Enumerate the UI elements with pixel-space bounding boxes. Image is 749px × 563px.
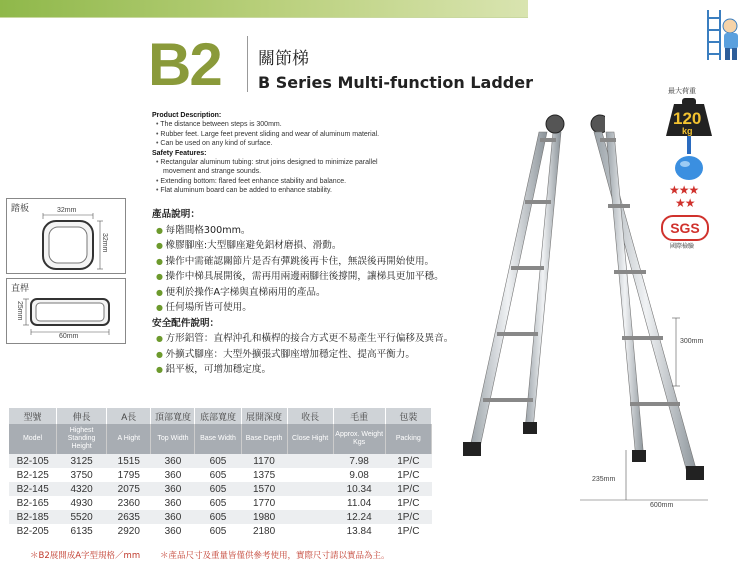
cell-top-width: 360 [164, 497, 182, 509]
sgs-sublabel: 國際檢驗 [670, 243, 695, 250]
cell-height: 4930 [70, 497, 93, 509]
col-header-en: Base Width [195, 424, 241, 454]
step-profile-box [6, 198, 126, 274]
product-item: • The distance between steps is 300mm. [152, 120, 482, 129]
cell-base-depth: 1170 [241, 454, 287, 468]
cell-close-height [287, 496, 333, 510]
cell-model: B2-105 [9, 454, 56, 468]
safety-item-zh: ● 鋁平板，可增加穩定度。 [152, 362, 502, 378]
safety-item-zh: ● 方形鋁管：直桿沖孔和橫桿的接合方式更不易產生平行偏移及異音。 [152, 331, 502, 347]
cell-close-height [287, 482, 333, 496]
dim-height: 235mm [592, 476, 616, 483]
cell-a-height: 2360 [117, 497, 140, 509]
cell-weight: 11.04 [347, 497, 372, 509]
title-chinese: 關節梯 [258, 49, 309, 69]
rail-width-dim: 60mm [59, 333, 79, 340]
step-height-dim: 32mm [101, 233, 108, 253]
cell-top-width: 360 [151, 454, 195, 468]
col-header-en: Close Hight [287, 424, 333, 454]
safety-item: • Extending bottom: flared feet enhance stability and balance. [152, 177, 482, 186]
product-item-zh: ● 操作中梯具展開後，需再用兩邊兩腳往後撐開，讓梯具更加平穩。 [152, 269, 502, 285]
col-header-zh: 展開深度 [241, 408, 287, 424]
cell-base-depth: 1570 [241, 482, 287, 496]
load-unit: kg [682, 126, 693, 136]
product-item-zh: ● 任何場所皆可使用。 [152, 300, 502, 316]
cell-height: 3125 [56, 454, 106, 468]
cell-a-height: 2075 [107, 482, 151, 496]
cell-base-width: 605 [209, 497, 227, 509]
cell-packing: 1P/C [385, 482, 431, 496]
cell-base-depth: 1375 [252, 469, 276, 481]
cell-a-height: 2920 [117, 525, 140, 537]
cell-model: B2-205 [16, 525, 49, 537]
cell-weight: 10.34 [333, 482, 385, 496]
cell-weight: 13.84 [346, 525, 372, 537]
cell-top-width: 360 [164, 469, 182, 481]
table-row [9, 510, 432, 524]
cell-close-height [287, 454, 333, 468]
cell-base-depth: 1980 [241, 510, 287, 524]
table-row [9, 454, 432, 468]
cell-close-height [287, 468, 333, 482]
cell-height: 3750 [70, 469, 93, 481]
cell-base-width: 605 [195, 510, 241, 524]
header-band [0, 0, 528, 17]
cell-model: B2-125 [16, 469, 49, 481]
cell-height: 4320 [56, 482, 106, 496]
rail-height-dim: 25mm [16, 301, 23, 321]
col-header-en: Base Depth [241, 424, 287, 454]
cell-weight: 9.08 [349, 469, 369, 481]
cell-model: B2-145 [9, 482, 56, 496]
header-rule [0, 17, 528, 18]
cell-weight: 12.24 [333, 510, 385, 524]
col-header-en: Model [9, 424, 56, 454]
cell-model: B2-185 [9, 510, 56, 524]
product-item-zh: ● 便利於操作A字梯與直梯兩用的產品。 [152, 285, 502, 301]
model-code: B2 [148, 31, 221, 98]
product-item-zh: ● 每階間格300mm。 [152, 223, 502, 239]
safety-heading-zh: 安全配件說明： [152, 317, 220, 329]
worker-ladder-icon [700, 8, 746, 62]
table-header-en [9, 424, 432, 454]
product-item-zh: ● 操作中需確認關節片是否有彈跳後再卡住，無誤後再開始使用。 [152, 254, 502, 270]
dim-step-distance: 300mm [680, 338, 704, 345]
product-heading-zh: 產品說明： [152, 209, 200, 220]
cell-height: 5520 [56, 510, 106, 524]
col-header-en: Top Width [151, 424, 195, 454]
cell-base-depth: 2180 [252, 525, 276, 537]
col-header-zh: 收長 [287, 408, 333, 424]
safety-features-heading: Safety Features: [152, 149, 207, 157]
product-description-heading: Product Description: [152, 112, 222, 119]
cell-packing: 1P/C [385, 454, 431, 468]
col-header-en: Approx. Weight Kgs [333, 424, 385, 454]
cell-top-width: 360 [151, 482, 195, 496]
cell-top-width: 360 [164, 525, 182, 537]
step-width-dim: 32mm [57, 207, 77, 214]
cell-height: 6135 [70, 525, 93, 537]
col-header-zh: A長 [107, 408, 151, 424]
rating-stars-row2: ★★ [675, 196, 695, 210]
cell-base-depth: 1770 [252, 497, 276, 509]
cell-packing: 1P/C [385, 510, 431, 524]
table-row [9, 496, 432, 510]
col-header-zh: 頂部寬度 [151, 408, 195, 424]
cell-model: B2-165 [16, 497, 49, 509]
col-header-zh: 底部寬度 [195, 408, 241, 424]
cell-packing: 1P/C [397, 497, 420, 509]
sgs-text: SGS [670, 220, 700, 236]
cell-close-height [287, 524, 333, 538]
safety-item-continued: movement and strange sounds. [163, 168, 262, 176]
footnote-a-frame-spec: ＊B2展開成A字型規格／mm [30, 551, 141, 561]
step-profile-label: 踏板 [11, 204, 30, 214]
safety-item: • Rectangular aluminum tubing: strut joins designed to minimize parallel [152, 158, 482, 167]
col-header-zh: 伸長 [56, 408, 106, 424]
table-row [9, 524, 432, 538]
col-header-zh: 包裝 [385, 408, 431, 424]
title-divider [247, 36, 248, 92]
cell-a-height: 1795 [117, 469, 140, 481]
ladder-diagram-right [580, 100, 720, 520]
cell-base-width: 605 [195, 482, 241, 496]
load-value: 120 [673, 109, 702, 128]
rating-stars: ★★★ [669, 183, 699, 197]
table-header-zh [9, 408, 432, 424]
product-item-zh: ● 橡膠腳座:大型腳座避免鋁材磨損、滑動。 [152, 238, 502, 254]
rail-profile-box [6, 278, 126, 344]
table-row [9, 468, 432, 482]
max-load-label: 最大荷重 [668, 87, 696, 95]
cell-top-width: 360 [151, 510, 195, 524]
product-item: • Rubber feet. Large feet prevent sliding and wear of aluminum material. [152, 130, 482, 139]
product-item: • Can be used on any kind of surface. [152, 139, 482, 148]
col-header-zh: 型號 [9, 408, 56, 424]
rail-profile-label: 直桿 [11, 284, 30, 294]
dim-base-width: 600mm [650, 502, 674, 509]
cell-packing: 1P/C [397, 525, 420, 537]
cell-a-height: 2635 [107, 510, 151, 524]
cell-base-width: 605 [209, 525, 227, 537]
col-header-zh: 毛重 [333, 408, 385, 424]
title-english: B Series Multi-function Ladder [258, 73, 533, 92]
table-row [9, 482, 432, 496]
col-header-en: Packing [385, 424, 431, 454]
safety-item: • Flat aluminum board can be added to enhance stability. [152, 186, 482, 195]
footnote-disclaimer: ＊產品尺寸及重量皆僅供參考使用，實際尺寸請以實品為主。 [160, 551, 390, 561]
safety-item-zh: ● 外擴式腳座：大型外擴張式腳座增加穩定性、提高平衡力。 [152, 347, 502, 363]
cell-a-height: 1515 [107, 454, 151, 468]
cell-close-height [287, 510, 333, 524]
cell-weight: 7.98 [333, 454, 385, 468]
cell-base-width: 605 [209, 469, 227, 481]
col-header-en: Highest Standing Height [56, 424, 106, 454]
spec-table [9, 408, 432, 538]
cell-packing: 1P/C [397, 469, 420, 481]
english-description [152, 111, 482, 196]
col-header-en: A Hight [107, 424, 151, 454]
cell-base-width: 605 [195, 454, 241, 468]
